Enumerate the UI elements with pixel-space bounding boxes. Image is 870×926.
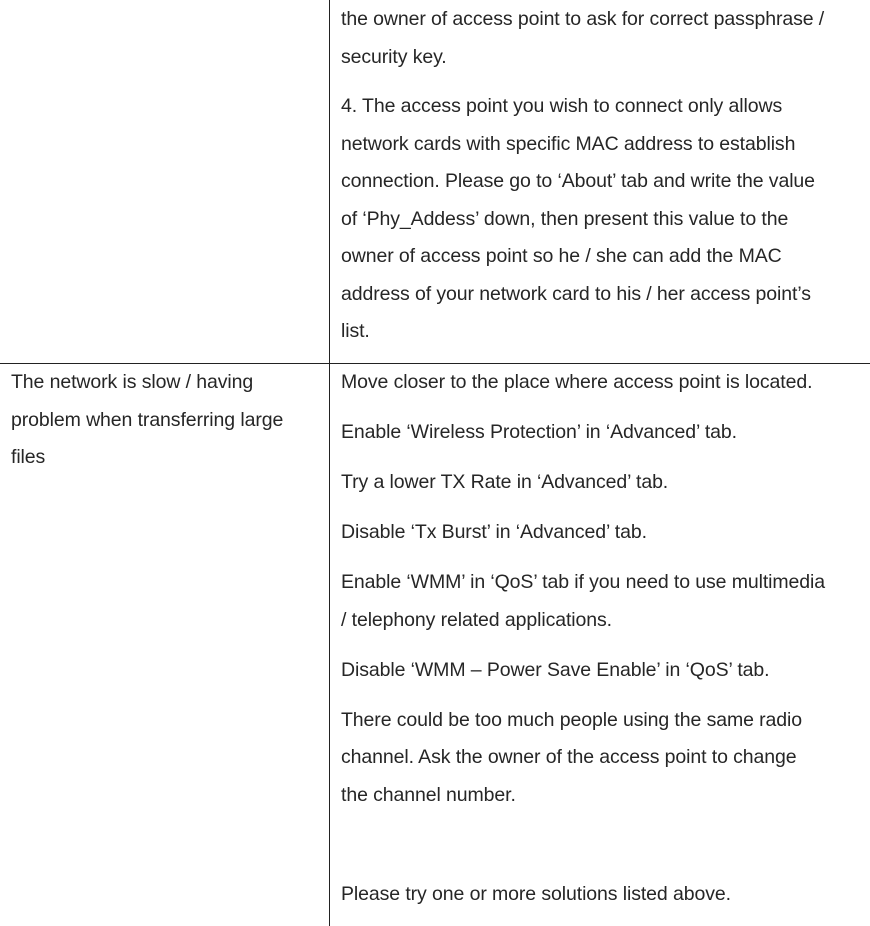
text-line: security key. bbox=[341, 45, 447, 68]
solution-item: Try a lower TX Rate in ‘Advanced’ tab. bbox=[341, 471, 669, 493]
solution-item: Disable ‘WMM – Power Save Enable’ in ‘QoS’ tab. bbox=[341, 658, 770, 681]
continued-solution-cell bbox=[341, 1, 865, 351]
text-line: 4. The access point you wish to connect only allows bbox=[341, 95, 783, 117]
text-line: the owner of access point to ask for correct passphrase / bbox=[341, 8, 825, 30]
solution-item: Disable ‘Tx Burst’ in ‘Advanced’ tab. bbox=[341, 521, 647, 543]
solution-item: Move closer to the place where access point is located. bbox=[341, 371, 813, 393]
solution-line: the channel number. bbox=[341, 783, 516, 806]
text-line: of ‘Phy_Addess’ down, then present this value to the bbox=[341, 207, 789, 230]
solution-cell bbox=[341, 364, 865, 914]
solution-line: Enable ‘WMM’ in ‘QoS’ tab if you need to use multimedia bbox=[341, 571, 826, 593]
final-note: Please try one or more solutions listed above. bbox=[341, 883, 731, 905]
text-line: connection. Please go to ‘About’ tab and write the value bbox=[341, 170, 815, 192]
problem-line: The network is slow / having bbox=[11, 371, 254, 393]
column-divider bbox=[329, 0, 330, 926]
solution-item: Enable ‘Wireless Protection’ in ‘Advanced’ tab. bbox=[341, 421, 737, 443]
text-line: address of your network card to his / her access point’s bbox=[341, 282, 811, 305]
text-line: list. bbox=[341, 320, 370, 342]
text-line: network cards with specific MAC address to establish bbox=[341, 132, 796, 155]
problem-line: problem when transferring large bbox=[11, 408, 284, 431]
text-line: owner of access point so he / she can add the MAC bbox=[341, 245, 782, 267]
problem-cell bbox=[11, 364, 316, 477]
solution-line: / telephony related applications. bbox=[341, 608, 612, 631]
problem-line: files bbox=[11, 446, 46, 468]
solution-line: channel. Ask the owner of the access point to change bbox=[341, 746, 797, 768]
solution-line: There could be too much people using the same radio bbox=[341, 708, 803, 731]
